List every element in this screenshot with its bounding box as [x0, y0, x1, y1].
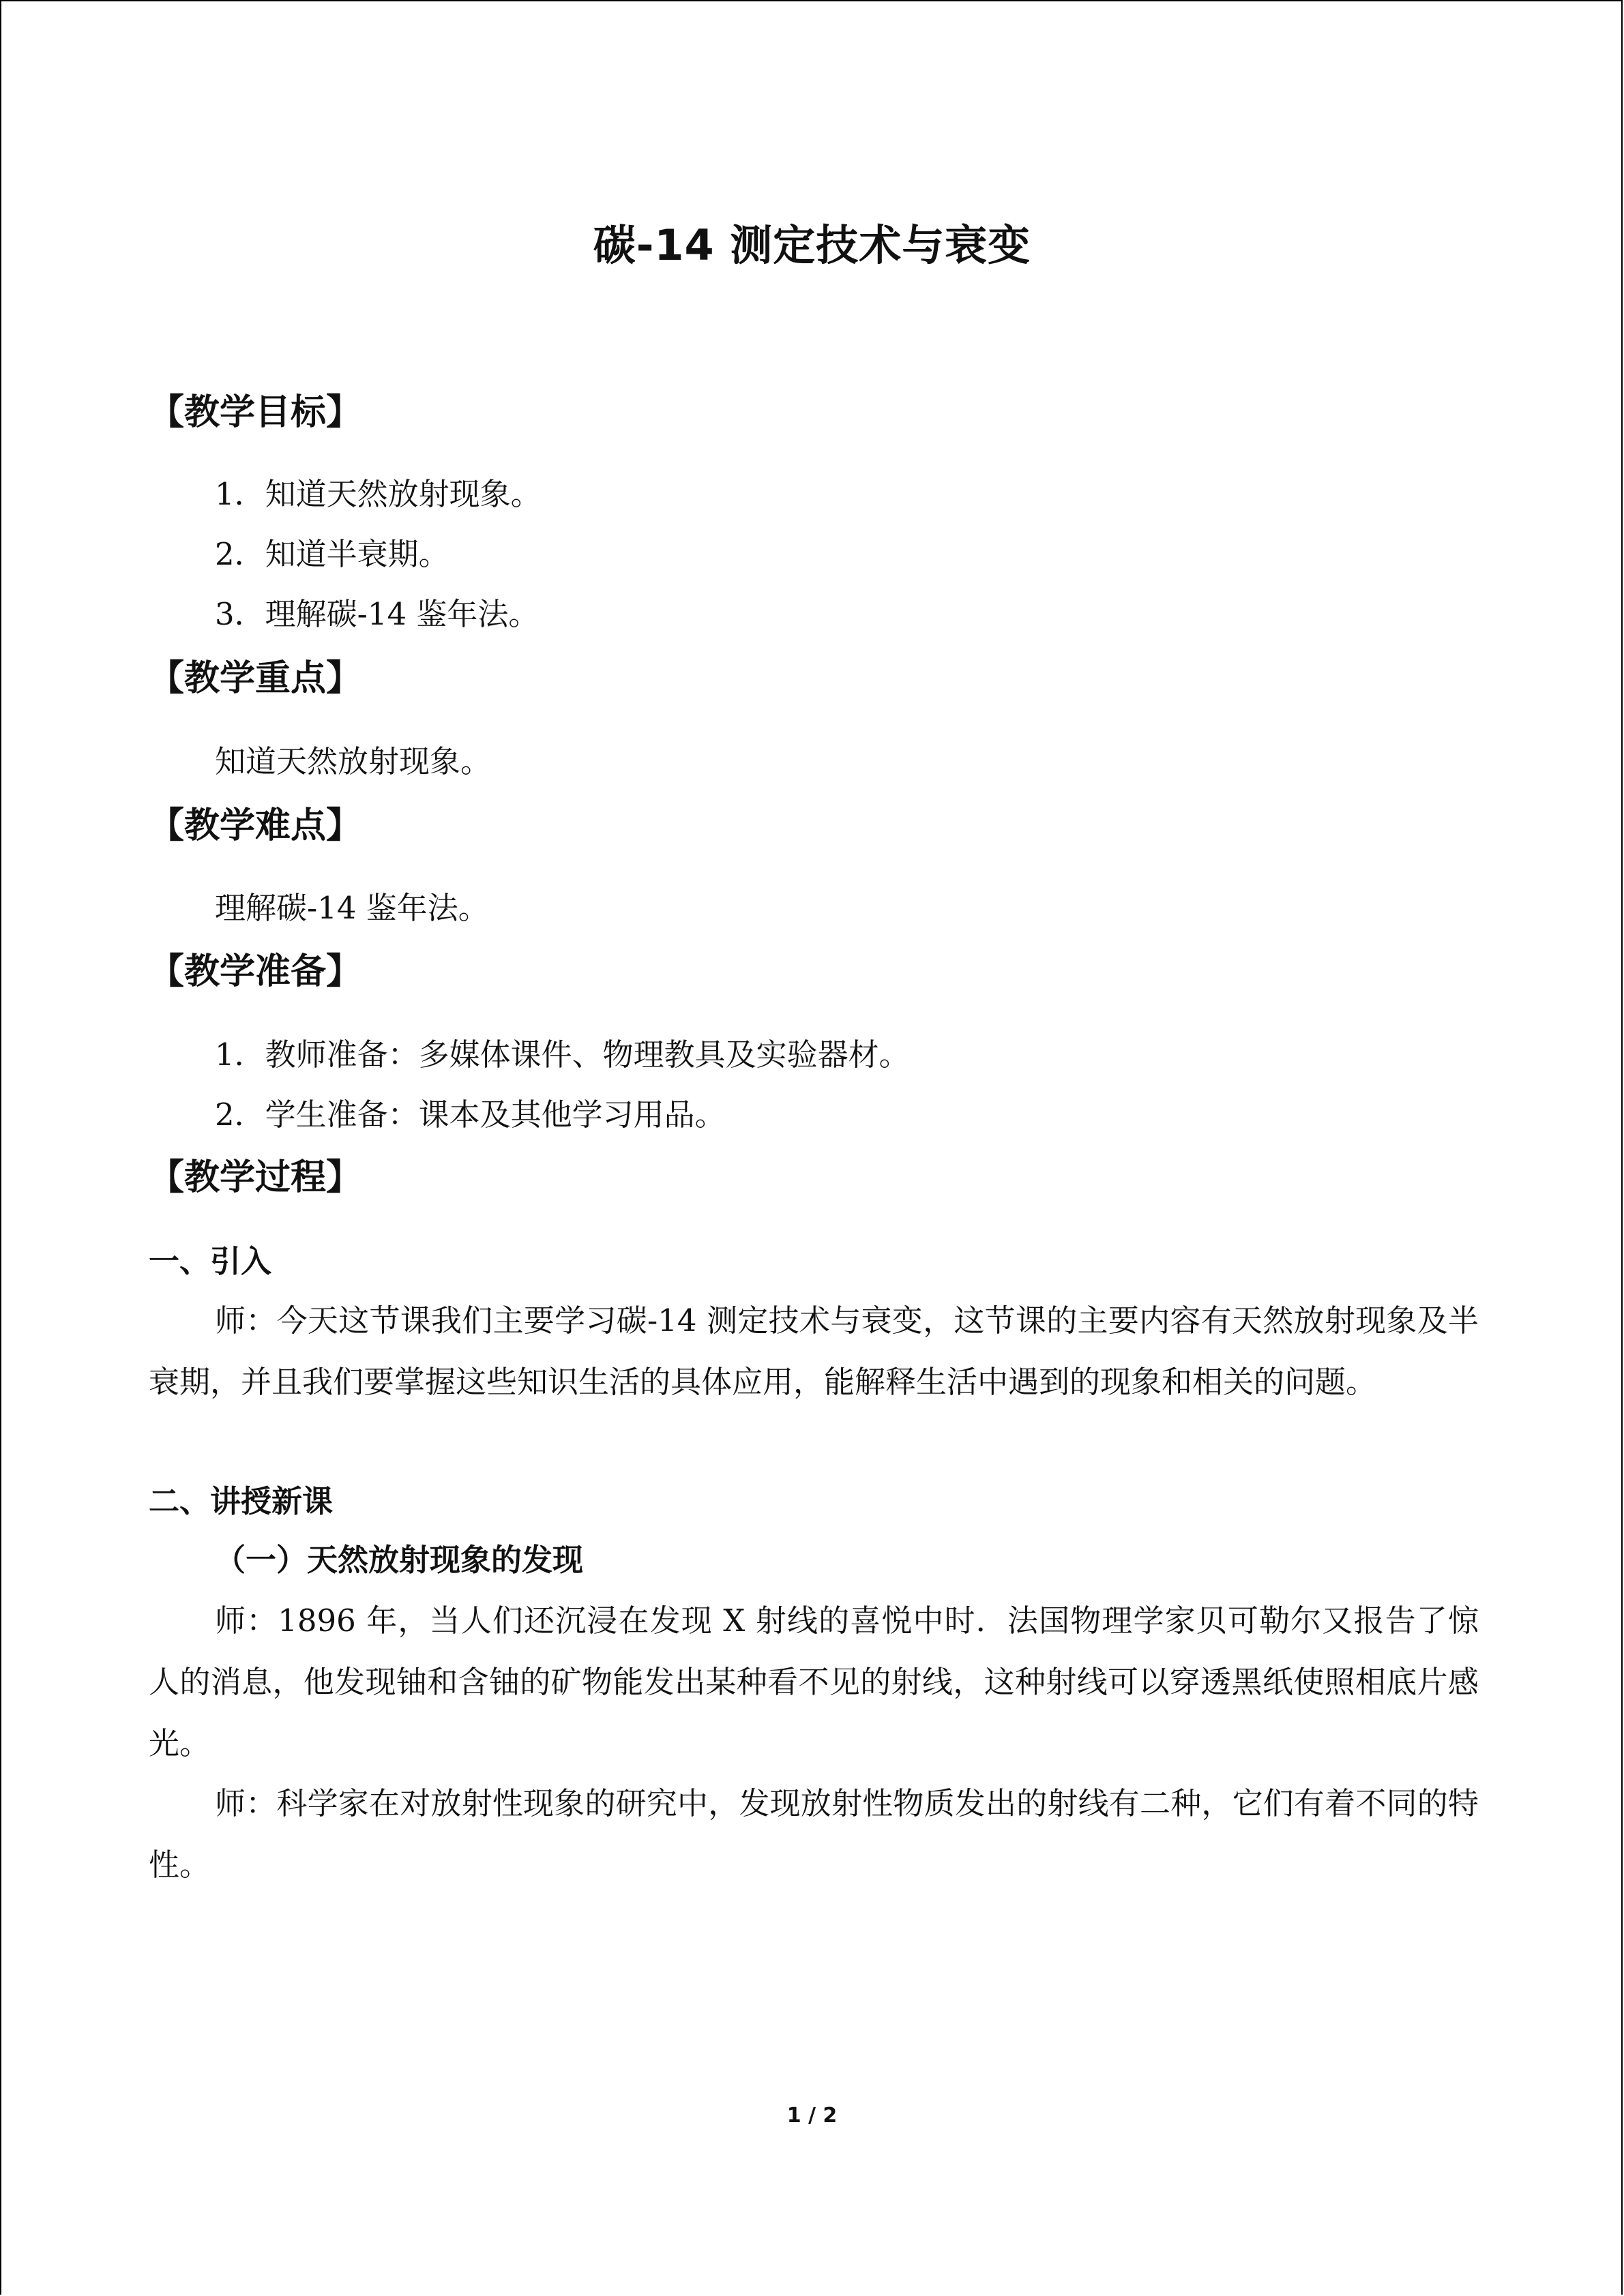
- intro-paragraph: 师：今天这节课我们主要学习碳-14 测定技术与衰变，这节课的主要内容有天然放射现象及半衰期，并且我们要掌握这些知识生活的具体应用，能解释生活中遇到的现象和相关的问题。: [149, 1302, 1479, 1400]
- objective-item-2: 2．知道半衰期。: [215, 536, 449, 572]
- key-points-text: 知道天然放射现象。: [215, 743, 492, 779]
- difficulties-text: 理解碳-14 鉴年法。: [215, 890, 489, 926]
- document-title: 碳-14 测定技术与衰变: [593, 220, 1031, 270]
- discovery-paragraph-1: 师：1896 年，当人们还沉浸在发现 X 射线的喜悦中时．法国物理学家贝可勒尔又报告了惊人的消息，他发现铀和含铀的矿物能发出某种看不见的射线，这种射线可以穿透黑纸使照相底片感光。: [149, 1602, 1479, 1761]
- preparation-item-2: 2．学生准备：课本及其他学习用品。: [215, 1097, 726, 1133]
- heading-preparation: 【教学准备】: [149, 951, 362, 992]
- page-number: 1 / 2: [786, 2104, 838, 2128]
- heading-objectives: 【教学目标】: [149, 392, 362, 433]
- heading-key-points: 【教学重点】: [149, 658, 362, 699]
- section-title-intro: 一、引入: [149, 1243, 272, 1279]
- objective-item-1: 1．知道天然放射现象。: [215, 476, 542, 512]
- section-title-new-lesson: 二、讲授新课: [149, 1483, 334, 1519]
- heading-difficulties: 【教学难点】: [149, 805, 362, 846]
- heading-process: 【教学过程】: [149, 1157, 362, 1198]
- subsection-title-discovery: （一）天然放射现象的发现: [215, 1542, 584, 1578]
- preparation-item-1: 1．教师准备：多媒体课件、物理教具及实验器材。: [215, 1037, 910, 1073]
- discovery-paragraph-2: 师：科学家在对放射性现象的研究中，发现放射性物质发出的射线有二种，它们有着不同的特性。: [149, 1785, 1479, 1883]
- objective-item-3: 3．理解碳-14 鉴年法。: [215, 596, 540, 632]
